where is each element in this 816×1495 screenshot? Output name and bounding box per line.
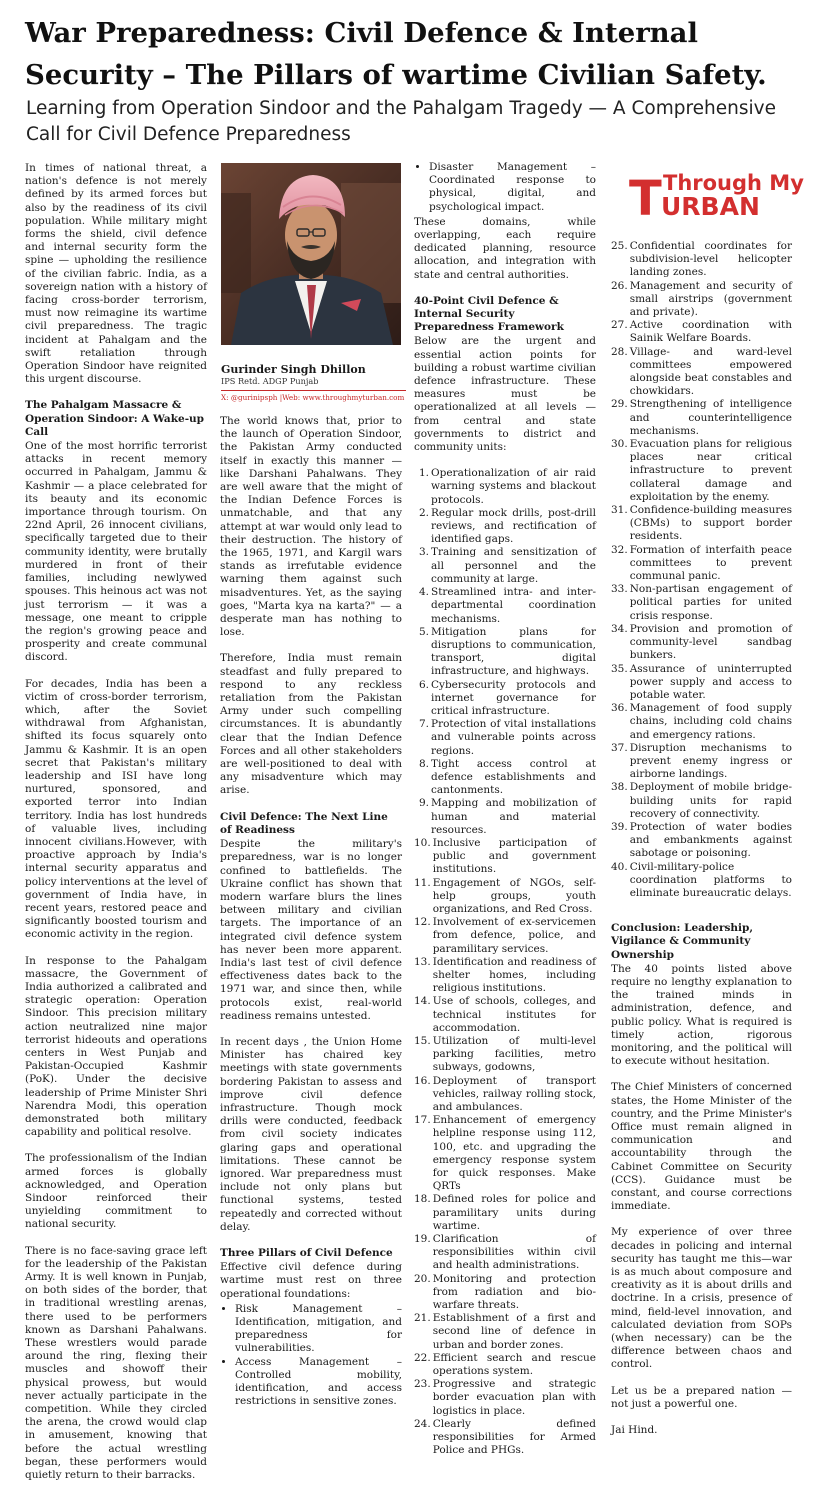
framework-point — [611, 861, 792, 901]
paragraph: Below are the urgent and essential action points for building a robust wartime civilian defence infrastructure. These measures must be operationalized at all levels — from central and state governments to district and community units: — [414, 335, 596, 454]
framework-list-part-2 — [611, 240, 792, 900]
column-1 — [25, 162, 207, 1495]
column-2 — [220, 415, 402, 1410]
paragraph: My experience of over three decades in policing and internal security has taught me this—war is as much about composure and creativity as it is about drills and doctrine. In a crisis, presence of mind, field-level innovation, and calculated deviation from SOPs (when necessary) can be the difference between chaos and control. — [611, 1226, 792, 1371]
framework-point — [414, 877, 596, 917]
paragraph: The professionalism of the Indian armed forces is globally acknowledged, and Operation Sindoor reinforced their unyielding commitment to national security. — [25, 1152, 207, 1231]
framework-point — [414, 467, 596, 507]
framework-point — [414, 1378, 596, 1418]
subheadline: Learning from Operation Sindoor and the Pahalgam Tragedy — A Comprehensive Call for Civil Defence Preparedness — [26, 98, 776, 145]
point-text: Civil-military-police coordination platforms to eliminate bureaucratic delays. — [629, 860, 792, 899]
point-number: 25. — [611, 240, 628, 252]
framework-point — [414, 1273, 596, 1313]
framework-point — [414, 916, 596, 956]
framework-point — [611, 346, 792, 399]
point-number: 15. — [414, 1035, 431, 1047]
point-number: 29. — [611, 398, 628, 411]
paragraph: In recent days , the Union Home Minister has chaired key meetings with state governments bordering Pakistan to assess and improve civil defence infrastructure. Though mock drills were conducted, feedback from civil society indicates glaring gaps and operational limitations. These cannot be ignored. War preparedness must include not only plans but functional systems, tested repeatedly and corrected without delay. — [220, 1035, 402, 1233]
point-text: Regular mock drills, post-drill reviews, and rectification of identified gaps. — [431, 506, 596, 546]
point-number: 36. — [611, 702, 628, 715]
framework-point — [414, 995, 596, 1035]
framework-point — [611, 663, 792, 703]
point-number: 26. — [611, 279, 628, 292]
point-text: Confidence-building measures (CBMs) to support border residents. — [629, 504, 792, 543]
point-text: Provision and promotion of community-level sandbag bunkers. — [629, 622, 792, 662]
framework-point — [414, 626, 596, 679]
column-4 — [611, 240, 792, 1450]
point-number: 33. — [611, 583, 628, 596]
framework-point — [414, 1352, 596, 1378]
point-text: Mitigation plans for disruptions to communication, transport, digital infrastructure, and highways. — [431, 625, 596, 678]
point-text: Management of food supply chains, including cold chains and emergency rations. — [629, 702, 792, 741]
point-text: Progressive and strategic border evacuation plan with logistics in place. — [432, 1378, 596, 1417]
point-number: 11. — [414, 876, 431, 889]
point-text: Village- and ward-level committees empowered alongside beat constables and chowkidars. — [629, 345, 792, 398]
point-text: Clearly defined responsibilities for Armed Police and PHGs. — [432, 1417, 596, 1457]
framework-point — [611, 821, 792, 861]
point-number: 6. — [418, 678, 429, 691]
paragraph: In times of national threat, a nation's defence is not merely defined by its armed forces but also by the readiness of its civil population. While military might forms the shield, civil defence and internal security form the spine — upholding the resilience of the civilian fabric. India, as a sovereign nation with a history of facing cross-border terrorism, must now reimagine its wartime civil preparedness. The tragic incident at Pahalgam and the swift retaliation through Operation Sindoor have reignited this urgent discourse. — [25, 162, 207, 386]
framework-point — [414, 1193, 596, 1233]
point-number: 34. — [611, 622, 628, 635]
framework-point — [414, 679, 596, 719]
paragraph: For decades, India has been a victim of cross-border terrorism, which, after the Soviet withdrawal from Afghanistan, shifted its focus squarely onto Jammu & Kashmir. It is an open secret that Pakistan's military leadership and ISI have long nurtured, sponsored, and exported terror into Indian territory. India has lost hundreds of valuable lives, including innocent civilians.However, with proactive approach by India's internal security apparatus and policy interventions at the level of government of India have, in recent years, restored peace and significantly boosted tourism and economic activity in the region. — [25, 677, 207, 941]
framework-point — [611, 398, 792, 438]
author-name: Gurinder Singh Dhillon — [221, 363, 366, 376]
author-rank: IPS Retd. ADGP Punjab — [221, 376, 319, 386]
point-number: 16. — [414, 1074, 431, 1087]
paragraph: Jai Hind. — [611, 1424, 658, 1437]
point-text: Protection of vital installations and vulnerable points across regions. — [431, 718, 596, 757]
point-number: 9. — [418, 797, 429, 810]
paragraph: Despite the military's preparedness, war is no longer confined to battlefields. The Ukraine conflict has shown that modern warfare blurs the lines between military and civilian targets. The importance of an integrated civil defence system has never been more apparent. India's last test of civil defence effectiveness dates back to the 1971 war, and since then, while protocols exist, real-world readiness remains untested. — [220, 838, 402, 1022]
point-number: 7. — [418, 718, 429, 731]
point-number: 18. — [414, 1193, 431, 1206]
point-text: Non-partisan engagement of political parties for united crisis response. — [629, 583, 792, 622]
point-number: 35. — [611, 662, 628, 675]
framework-point — [414, 1114, 596, 1193]
point-text: Cybersecurity protocols and internet governance for critical infrastructure. — [431, 678, 596, 717]
point-number: 40. — [611, 860, 628, 873]
framework-point — [414, 718, 596, 758]
point-text: Training and sensitization of all personnel and the community at large. — [431, 546, 596, 585]
paragraph: These domains, while overlapping, each require dedicated planning, resource allocation, and integration with state and central authorities. — [414, 215, 596, 281]
framework-point — [414, 758, 596, 798]
framework-point — [611, 544, 792, 584]
point-text: Strengthening of intelligence and counterintelligence mechanisms. — [629, 398, 792, 437]
paragraph: Therefore, India must remain steadfast and fully prepared to respond to any reckless retaliation from the Pakistan Army under such compelling circumstances. It is abundantly clear that the Indian Defence Forces and all other stakeholders are well-positioned to deal with any misadventure which may arise. — [220, 652, 402, 797]
point-number: 4. — [418, 586, 429, 599]
paragraph: One of the most horrific terrorist attacks in recent memory occurred in Pahalgam, Jammu & Kashmir — a place celebrated for its beauty and its economic importance through tourism. On 22nd April, 26 innocent civilians, specifically targeted due to their community identity, were brutally murdered in front of their families, including newlywed spouses. This heinous act was not just terrorism — it was a message, one meant to cripple the region's growing peace and prosperity and create communal discord. — [25, 440, 207, 664]
framework-point — [414, 1035, 596, 1075]
framework-list-part-1 — [414, 467, 596, 1457]
point-text: Operationalization of air raid warning systems and blackout protocols. — [431, 467, 596, 506]
point-text: Engagement of NGOs, self-help groups, youth organizations, and Red Cross. — [432, 876, 596, 915]
framework-point — [611, 781, 792, 821]
point-text: Mapping and mobilization of human and material resources. — [431, 797, 596, 836]
framework-point — [414, 956, 596, 996]
paragraph: There is no face-saving grace left for the leadership of the Pakistan Army. It is well known in Punjab, on both sides of the border, that in traditional wrestling arenas, there used to be performers known as Darshani Pahalwans. These wrestlers would parade around the ring, flexing their muscles and showoff their physical prowess, but would never actually participate in the competition. While they circled the arena, the crowd would clap in amusement, knowing that before the actual wrestling began, these performers would quietly return to their barracks. — [25, 1244, 207, 1482]
section-heading: The Pahalgam Massacre & Operation Sindoor: A Wake-up Call — [25, 399, 205, 438]
point-text: Management and security of small airstrips (government and private). — [629, 279, 792, 319]
point-number: 23. — [414, 1378, 431, 1391]
point-text: Utilization of multi-level parking facilities, metro subways, godowns, — [432, 1035, 596, 1074]
point-text: Monitoring and protection from radiation and bio-warfare threats. — [432, 1272, 596, 1312]
point-text: Deployment of transport vehicles, railway rolling stock, and ambulances. — [432, 1074, 596, 1114]
logo-line2: URBAN — [661, 192, 760, 221]
framework-point — [611, 702, 792, 742]
point-text: Defined roles for police and paramilitary units during wartime. — [432, 1193, 596, 1232]
point-number: 37. — [611, 741, 628, 754]
paragraph: The 40 points listed above require no lengthy explanation to the trained minds in administration, defence, and public policy. What is required is timely action, rigorous monitoring, and the political will to execute without hesitation. — [611, 962, 792, 1068]
point-number: 17. — [414, 1114, 431, 1127]
section-heading: Three Pillars of Civil Defence — [220, 1246, 393, 1259]
point-text: Involvement of ex-servicemen from defence, police, and paramilitary services. — [432, 916, 596, 955]
framework-point — [611, 319, 792, 345]
headline: War Preparedness: Civil Defence & Internal Security – The Pillars of wartime Civilian Safety. — [25, 17, 767, 91]
point-text: Disruption mechanisms to prevent enemy ingress or airborne landings. — [629, 741, 792, 781]
point-text: Enhancement of emergency helpline response using 112, 100, etc. and upgrading the emergency response system for quick responses. Make QRTs — [432, 1114, 596, 1193]
framework-point — [414, 837, 596, 877]
paragraph: In response to the Pahalgam massacre, the Government of India authorized a calibrated and strategic operation: Operation Sindoor. This precision military action neutralized nine major terrorist hideouts and operations centers in West Punjab and Pakistan-Occupied Kashmir (PoK). Under the decisive leadership of Prime Minister Shri Narendra Modi, this operation demonstrated both military capability and political resolve. — [25, 954, 207, 1139]
framework-point — [414, 507, 596, 547]
point-number: 1. — [418, 467, 429, 480]
paragraph: Let us be a prepared nation — not just a powerful one. — [611, 1384, 792, 1410]
point-number: 27. — [611, 319, 628, 332]
point-number: 24. — [414, 1417, 431, 1430]
point-number: 31. — [611, 504, 628, 517]
point-number: 30. — [611, 438, 628, 451]
point-text: Tight access control at defence establishments and cantonments. — [431, 757, 596, 797]
point-number: 14. — [414, 995, 431, 1008]
point-text: Evacuation plans for religious places near critical infrastructure to prevent collateral damage and exploitation by the enemy. — [629, 438, 792, 503]
point-text: Active coordination with Sainik Welfare Boards. — [629, 319, 792, 345]
framework-point — [414, 1418, 596, 1458]
point-number: 3. — [418, 546, 429, 559]
framework-point — [611, 240, 792, 280]
author-byline — [221, 363, 406, 403]
framework-point — [414, 1233, 596, 1273]
point-number: 13. — [414, 955, 431, 968]
point-number: 10. — [414, 836, 431, 849]
logo-initial: T — [629, 171, 662, 227]
author-photo — [221, 163, 401, 345]
section-heading: 40-Point Civil Defence & Internal Security Preparedness Framework — [414, 294, 564, 334]
point-number: 2. — [418, 506, 429, 519]
framework-point — [414, 1075, 596, 1115]
paragraph: Effective civil defence during wartime must rest on three operational foundations: — [220, 1261, 402, 1300]
point-number: 28. — [611, 345, 628, 358]
list-item: • Access Management – Controlled mobility, identification, and access restrictions in sensitive zones. — [235, 1356, 402, 1409]
point-number: 8. — [418, 757, 429, 770]
framework-point — [611, 583, 792, 623]
section-heading: Conclusion: Leadership, Vigilance & Community Ownership — [611, 922, 754, 961]
point-number: 20. — [414, 1272, 431, 1285]
list-item: • Risk Management – Identification, mitigation, and preparedness for vulnerabilities. — [235, 1303, 402, 1356]
pillars-list — [220, 1303, 402, 1409]
point-text: Establishment of a first and second line of defence in urban and border zones. — [432, 1312, 596, 1351]
point-text: Assurance of uninterrupted power supply and access to potable water. — [629, 662, 792, 701]
framework-point — [414, 586, 596, 626]
pillars-list-continued — [414, 161, 596, 214]
point-text: Identification and readiness of shelter homes, including religious institutions. — [432, 955, 596, 995]
paragraph: The world knows that, prior to the launch of Operation Sindoor, the Pakistan Army conducted itself in exactly this manner — like Darshani Pahalwans. They are well aware that the might of the Indian Defence Forces is unmatchable, and that any attempt at war would only lead to their destruction. The history of the 1965, 1971, and Kargil wars stands as irrefutable evidence warning them against such misadventures. Yet, as the saying goes, "Marta kya na karta?" — a desperate man has nothing to lose. — [220, 415, 402, 639]
point-text: Formation of interfaith peace committees to prevent communal panic. — [629, 543, 792, 583]
point-number: 5. — [418, 625, 429, 638]
point-number: 39. — [611, 820, 628, 833]
section-heading: Civil Defence: The Next Line of Readiness — [220, 810, 388, 836]
framework-point — [611, 504, 792, 544]
point-number: 19. — [414, 1233, 431, 1246]
point-text: Streamlined intra- and inter-departmental coordination mechanisms. — [431, 586, 596, 625]
point-number: 12. — [414, 916, 431, 929]
point-text: Efficient search and rescue operations system. — [432, 1351, 596, 1378]
through-my-turban-logo — [627, 165, 804, 227]
framework-point — [414, 1312, 596, 1352]
framework-point — [611, 623, 792, 663]
point-number: 21. — [414, 1312, 431, 1325]
author-links[interactable]: X: @gurinipsph |Web: www.throughmyturban.com — [221, 390, 406, 403]
point-text: Clarification of responsibilities within civil and health administrations. — [432, 1233, 596, 1272]
framework-point — [611, 280, 792, 320]
paragraph: The Chief Ministers of concerned states, the Home Minister of the country, and the Prime Minister's Office must remain aligned in communication and accountability through the Cabinet Committee on Security (CCS). Guidance must be constant, and course corrections immediate. — [611, 1081, 792, 1213]
point-text: Use of schools, colleges, and technical institutes for accommodation. — [432, 995, 596, 1034]
framework-point — [611, 742, 792, 782]
point-number: 38. — [611, 781, 628, 794]
framework-point — [414, 546, 596, 586]
point-number: 32. — [611, 543, 628, 556]
framework-point — [611, 438, 792, 504]
point-text: Confidential coordinates for subdivision-level helicopter landing zones. — [629, 240, 792, 279]
point-text: Deployment of mobile bridge-building units for rapid recovery of connectivity. — [629, 781, 792, 820]
point-text: Protection of water bodies and embankments against sabotage or poisoning. — [629, 820, 792, 860]
logo-line1: Through My — [663, 171, 804, 195]
point-number: 22. — [414, 1351, 431, 1364]
framework-point — [414, 797, 596, 837]
list-item: • Disaster Management – Coordinated response to physical, digital, and psychological impact. — [429, 161, 596, 214]
column-3 — [414, 161, 596, 1458]
point-text: Inclusive participation of public and government institutions. — [432, 836, 596, 876]
